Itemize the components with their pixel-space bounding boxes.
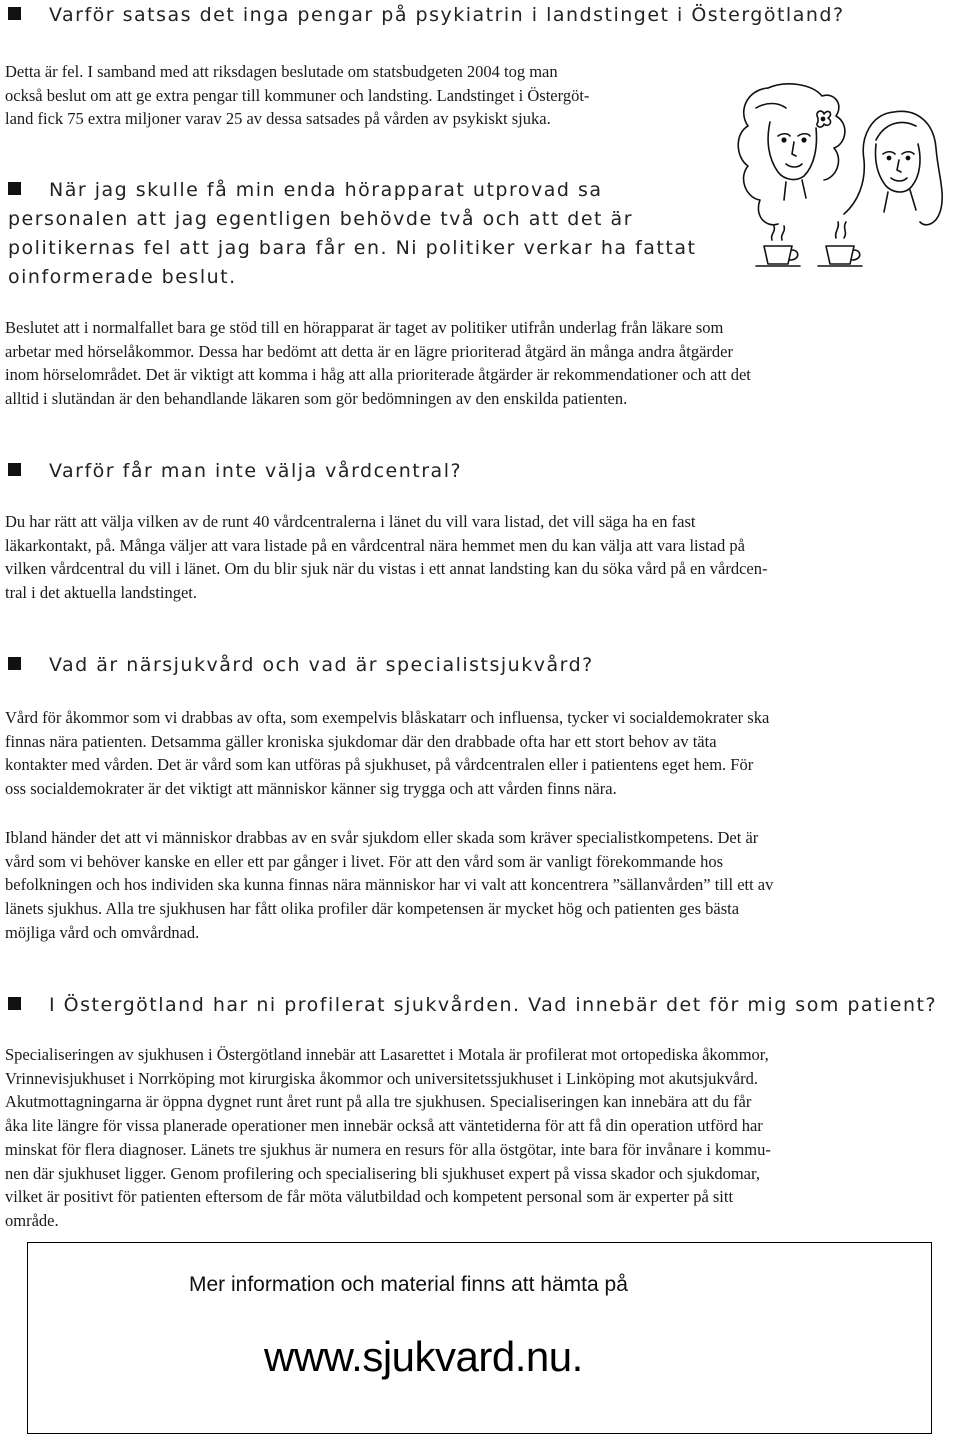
section-heading: Varför får man inte välja vårdcentral? <box>8 460 462 482</box>
bullet-icon <box>8 463 21 476</box>
paragraph: Vård för åkommor som vi drabbas av ofta, som exempelvis blåskatarr och influensa, tycker vi socialdemokrater ska finnas nära patienten. Detsamma gäller kroniska sjukdomar där den drabbade ofta har ett stort behov av täta kontakter med vården. Det är vård som kan utföras på sjukhuset, på vårdcentralen eller i patientens eget hem. För oss socialdemokrater är det viktigt att människor känner sig trygga och att vården finns nära. <box>5 708 770 799</box>
section-heading: Varför satsas det inga pengar på psykiatrin i landstinget i Östergötland? <box>8 4 845 26</box>
info-text: Mer information och material finns att hämta på <box>189 1273 628 1296</box>
paragraph: Specialiseringen av sjukhusen i Östergötland innebär att Lasarettet i Motala är profilerat mot ortopediska åkommor, Vrinnevisjukhuset i Norrköping mot kirurgiska åkommor och universitetssjukhuset i Linköping mot akutsjukvård. Akutmottagningarna är öppna dygnet runt året runt på alla tre sjukhusen. Specialiseringen kan innebära att du får åka lite längre för vissa planerade operationer men innebär också att väntetiderna för att få din operation utförd har minskat för flera diagnoser. Länets tre sjukhus är numera en resurs för alla östgötar, inte bara för invånare i kommu- nen där sjukhuset ligger. Genom profilering och specialisering bli sjukhuset expert på vissa skador och sjukdomar, vilket är positivt för patienten eftersom de får möta välutbildad och kompetent personal som är experter på sitt område. <box>5 1045 771 1230</box>
website-link[interactable]: www.sjukvard.nu. <box>264 1333 583 1380</box>
two-women-sketch-illustration <box>726 78 958 268</box>
info-box <box>27 1242 932 1434</box>
section-heading: Vad är närsjukvård och vad är specialistsjukvård? <box>8 654 594 676</box>
bullet-icon <box>8 182 21 195</box>
paragraph: Beslutet att i normalfallet bara ge stöd till en hörapparat är taget av politiker utifrån underlag från läkare som arbetar med hörselåkommor. Dessa har bedömt att detta är en lägre prioriterad åtgärd än många andra åtgärder inom hörselområdet. Det är viktigt att komma i håg att alla prioriterade åtgärder är rekommendationer och att det alltid i slutändan är den behandlande läkaren som gör bedömningen av den enskilda patienten. <box>5 318 751 409</box>
paragraph: Ibland händer det att vi människor drabbas av en svår sjukdom eller skada som kräver specialistkompetens. Det är vård som vi behöver kanske en eller ett par gånger i livet. För att den vård som är vanligt förekommande hos befolkningen och hos individen ska kunna finnas nära människor har vi valt att koncentrera ”sällanvården” till ett av länets sjukhus. Alla tre sjukhusen har fått olika profiler där kompetensen är mycket hög och patienten ges bästa möjliga vård och omvårdnad. <box>5 828 774 942</box>
bullet-icon <box>8 997 21 1010</box>
section-heading: I Östergötland har ni profilerat sjukvården. Vad innebär det för mig som patient? <box>8 994 937 1016</box>
paragraph: Du har rätt att välja vilken av de runt 40 vårdcentralerna i länet du vill vara listad, det vill säga ha en fast läkarkontakt, på. Många väljer att vara listade på en vårdcentral nära hemmet men du kan välja att vara listad på vilken vårdcentral du vill i länet. Om du blir sjuk när du vistas i ett annat landsting kan du söka vård på en vårdcen- tral i det aktuella landstinget. <box>5 512 768 603</box>
bullet-icon <box>8 7 21 20</box>
paragraph: Detta är fel. I samband med att riksdagen beslutade om statsbudgeten 2004 tog man också beslut om att ge extra pengar till kommuner och landsting. Landstinget i Östergöt- land fick 75 extra miljoner varav 25 av dessa satsades på vården av psykiskt sjuka. <box>5 62 590 129</box>
quote-paragraph: När jag skulle få min enda hörapparat utprovad sa personalen att jag egentligen behövde två och att det är politikernas fel att jag bara får en. Ni politiker verkar ha fattat oinformerade beslut. <box>8 179 697 288</box>
bullet-icon <box>8 657 21 670</box>
